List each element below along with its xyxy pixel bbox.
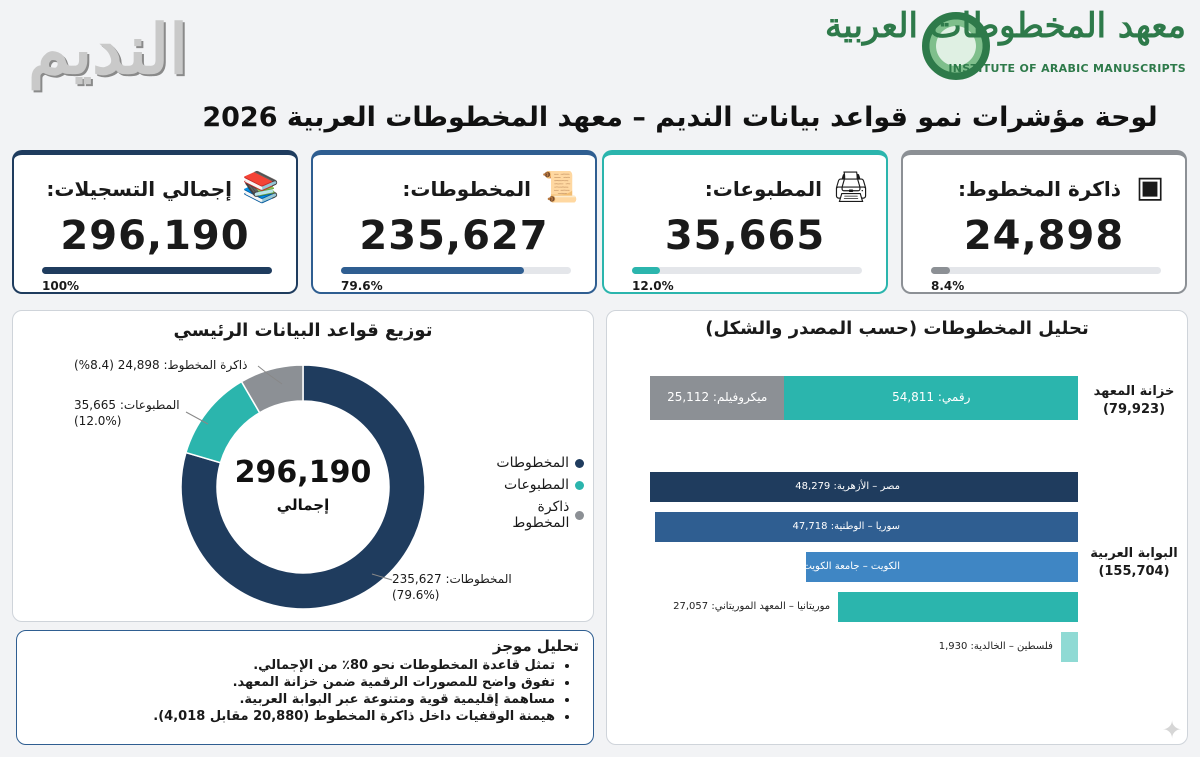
callout-memory: ذاكرة المخطوط: 24,898 (8.4%) bbox=[74, 358, 248, 372]
note-item: • تفوق واضح للمصورات الرقمية ضمن خزانة المعهد. bbox=[39, 674, 555, 691]
kpi-progress-track bbox=[42, 267, 272, 274]
kpi-label: المخطوطات: bbox=[402, 177, 531, 201]
sparkle-icon: ✦ bbox=[1162, 716, 1183, 744]
kpi-card-manuscripts bbox=[311, 150, 597, 294]
portal-bars bbox=[650, 470, 1078, 670]
callout-manuscripts-pct: (79.6%) bbox=[392, 588, 440, 602]
portal-bar-label: موريتانيا – المعهد الموريتاني: 27,057 bbox=[673, 601, 831, 612]
bar-segment-label: ميكروفيلم: 25,112 bbox=[667, 390, 768, 404]
kpi-card-total bbox=[12, 150, 298, 294]
kpi-percent: 8.4% bbox=[931, 279, 965, 293]
donut-center-value: 296,190 bbox=[234, 455, 372, 490]
kpi-percent: 100% bbox=[42, 279, 80, 293]
legend-item bbox=[480, 477, 584, 493]
brand-name-ar: معهد المخطوطات العربية bbox=[824, 6, 1186, 46]
kpi-card-printed bbox=[602, 150, 888, 294]
legend-label: ذاكرة المخطوط bbox=[512, 499, 570, 531]
note-item: • مساهمة إقليمية قوية ومتنوعة عبر البوابة العربية. bbox=[39, 691, 555, 708]
brand-name-en: INSTITUTE OF ARABIC MANUSCRIPTS bbox=[948, 62, 1186, 75]
kpi-progress-track bbox=[632, 267, 862, 274]
note-item: • هيمنة الوقفيات داخل ذاكرة المخطوط (20,880 مقابل 4,018). bbox=[39, 708, 555, 725]
printer-icon: 🖨 bbox=[831, 170, 871, 205]
kpi-progress-track bbox=[341, 267, 571, 274]
portal-bar bbox=[1061, 632, 1078, 662]
chip-icon: ▣ bbox=[1135, 170, 1165, 205]
group-label-institute-total: (79,923) bbox=[1102, 402, 1166, 417]
legend-swatch bbox=[575, 459, 584, 468]
kpi-progress-fill bbox=[931, 267, 950, 274]
kpi-value: 296,190 bbox=[60, 213, 250, 259]
kpi-progress-fill bbox=[632, 267, 660, 274]
group-label-portal-total: (155,704) bbox=[1098, 564, 1170, 579]
note-item: • تمثل قاعدة المخطوطات نحو 80٪ من الإجمالي. bbox=[39, 657, 555, 674]
kpi-label: المطبوعات: bbox=[704, 177, 822, 201]
books-icon: 📚 bbox=[242, 170, 280, 205]
notes-panel bbox=[16, 630, 594, 745]
legend-item bbox=[480, 455, 584, 471]
kpi-value: 35,665 bbox=[664, 213, 826, 259]
portal-bar-label: سوريا – الوطنية: 47,718 bbox=[792, 521, 900, 532]
portal-bar-label: مصر – الأزهرية: 48,279 bbox=[795, 481, 900, 492]
group-label-portal: البوابة العربية bbox=[1090, 546, 1178, 561]
callout-printed: المطبوعات: 35,665 bbox=[74, 398, 180, 412]
legend-swatch bbox=[575, 511, 584, 520]
kpi-label: إجمالي التسجيلات: bbox=[46, 177, 232, 201]
page-title: لوحة مؤشرات نمو قواعد بيانات النديم – معهد المخطوطات العربية 2026 bbox=[202, 102, 1158, 133]
legend-item bbox=[480, 499, 584, 531]
callout-manuscripts: المخطوطات: 235,627 bbox=[392, 572, 512, 586]
kpi-value: 235,627 bbox=[359, 213, 549, 259]
scroll-icon: 📜 bbox=[541, 170, 579, 205]
bar-segment-label: رقمي: 54,811 bbox=[892, 390, 971, 404]
legend-swatch bbox=[575, 481, 584, 490]
legend-label: المطبوعات bbox=[504, 477, 569, 493]
bar-segment-digital bbox=[784, 376, 1078, 420]
nadim-logo: النديم bbox=[28, 10, 189, 90]
kpi-percent: 79.6% bbox=[341, 279, 383, 293]
stacked-bar bbox=[650, 376, 1078, 420]
bars-title: تحليل المخطوطات (حسب المصدر والشكل) bbox=[705, 318, 1089, 339]
donut-title: توزيع قواعد البيانات الرئيسي bbox=[173, 320, 433, 341]
kpi-value: 24,898 bbox=[963, 213, 1125, 259]
donut-legend bbox=[480, 455, 584, 531]
kpi-progress-track bbox=[931, 267, 1161, 274]
bar-segment-microfilm bbox=[650, 376, 784, 420]
portal-bar-label: الكويت – جامعة الكويت: 30,720 bbox=[760, 561, 900, 572]
portal-bar-label: فلسطين – الخالدية: 1,930 bbox=[938, 641, 1053, 652]
notes-title: تحليل موجز bbox=[492, 637, 579, 655]
kpi-progress-fill bbox=[42, 267, 272, 274]
kpi-card-memory bbox=[901, 150, 1187, 294]
portal-bar bbox=[838, 592, 1078, 622]
kpi-percent: 12.0% bbox=[632, 279, 674, 293]
group-label-institute: خزانة المعهد bbox=[1093, 384, 1175, 399]
callout-printed-pct: (12.0%) bbox=[74, 414, 122, 428]
legend-label: المخطوطات bbox=[496, 455, 569, 471]
kpi-label: ذاكرة المخطوط: bbox=[958, 177, 1121, 201]
donut-center-label: إجمالي bbox=[276, 496, 330, 514]
kpi-progress-fill bbox=[341, 267, 524, 274]
notes-list bbox=[39, 657, 579, 725]
